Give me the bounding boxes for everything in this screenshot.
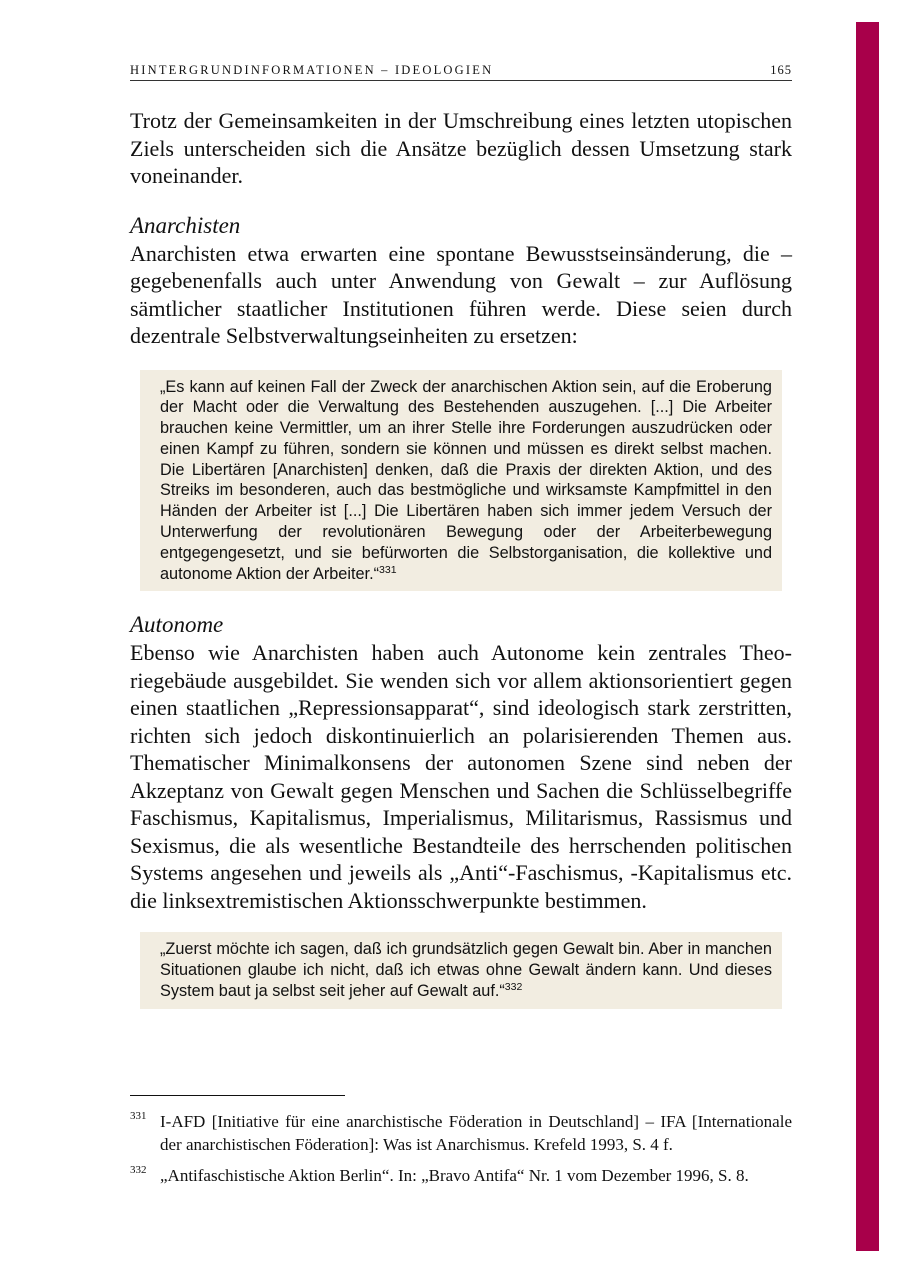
footnote-number: 331 <box>130 1110 147 1122</box>
footnote-separator <box>130 1095 345 1096</box>
section-paragraph-anarchisten: Anarchisten etwa erwarten eine spontane Bewusstseinsänderung, die – gegebenenfalls auch unter Anwendung von Gewalt – zur Auflösung sämtlicher staatlicher Institutionen führen werde. Diese seien durch dezentrale Selbstverwaltungseinheiten zu ersetzen: <box>130 240 792 348</box>
footnote-ref: 332 <box>504 981 523 994</box>
main-content <box>130 107 792 1009</box>
block-quote-autonome <box>140 932 782 1008</box>
footnote-text: I-AFD [Initiative für eine anarchistische Föderation in Deutschland] – IFA [Internationale der anarchistischen Föderation]: Was ist Anarchismus. Krefeld 1993, S. 4 f. <box>160 1112 792 1154</box>
running-header <box>130 62 792 81</box>
block-quote-text: „Es kann auf keinen Fall der Zweck der anarchischen Aktion sein, auf die Eroberung der Macht oder die Verwaltung des Bestehenden auszugehen. [...] Die Arbeiter brauchen keine Vermittler, um an ihrer Stelle ihre Forderungen auszudrücken oder einen Kampf zu führen, sondern sie können und müssen es direkt selbst machen. Die Libertären [Anarchisten] denken, daß die Praxis der direkten Aktion, und des Streiks im besonderen, auch das bestmögliche und wirksamste Kampfmittel in den Händen der Arbeiter ist [...] Die Libertären haben sich immer jedem Versuch der Unterwerfung der revolutionären Bewegung oder der Arbeiterbewegung entgegengesetzt, und sie befürworten die Selbstorganisation, die kollektive und autonome Aktion der Arbeiter.“ <box>160 377 772 583</box>
footnote-number: 332 <box>130 1164 147 1176</box>
block-quote-text: „Zuerst möchte ich sagen, daß ich grundsätzlich gegen Gewalt bin. Aber in manchen Situationen glaube ich nicht, daß ich etwas ohne Gewalt ändern kann. Und dieses System baut ja selbst seit jeher auf Gewalt auf.“ <box>160 940 772 1001</box>
intro-paragraph: Trotz der Gemeinsamkeiten in der Umschreibung eines letzten utopischen Ziels unterscheiden sich die Ansätze bezüglich dessen Umsetzung stark voneinander. <box>130 108 792 188</box>
footnote-ref: 331 <box>379 563 397 576</box>
footnote-text: „Antifaschistische Aktion Berlin“. In: „Bravo Antifa“ Nr. 1 vom Dezember 1996, S. 8. <box>160 1166 749 1185</box>
section-heading-autonome: Autonome <box>130 612 224 638</box>
block-quote-anarchisten <box>140 370 782 592</box>
running-title: HINTERGRUNDINFORMATIONEN – IDEOLOGIEN <box>130 63 494 77</box>
section-heading-anarchisten: Anarchisten <box>130 212 241 238</box>
section-paragraph-autonome: Ebenso wie Anarchisten haben auch Autonome kein zentrales Theoriegebäude ausgebildet. Sie wenden sich vor allem aktionsorientiert gegen einen staatlichen „Repressionsapparat“, sind ideologisch stark zerstritten, richten sich jedoch diskontinuierlich an polarisierenden Themen aus. Thematischer Minimalkonsens der autonomen Szene sind neben der Akzeptanz von Gewalt gegen Menschen und Sachen die Schlüsselbegriffe Faschismus, Kapitalismus, Imperialismus, Militarismus, Rassismus und Sexismus, die als wesentliche Bestandteile des herrschenden politischen Systems angesehen und jeweils als „Anti“-Faschismus, -Kapitalismus etc. die linksextremistischen Aktionsschwerpunkte bestimmen. <box>130 640 792 913</box>
page-edge-color-bar <box>856 22 879 1251</box>
footnotes <box>130 1111 792 1197</box>
footnote-item <box>130 1165 792 1188</box>
footnote-item <box>130 1111 792 1156</box>
page-number: 165 <box>770 63 792 77</box>
